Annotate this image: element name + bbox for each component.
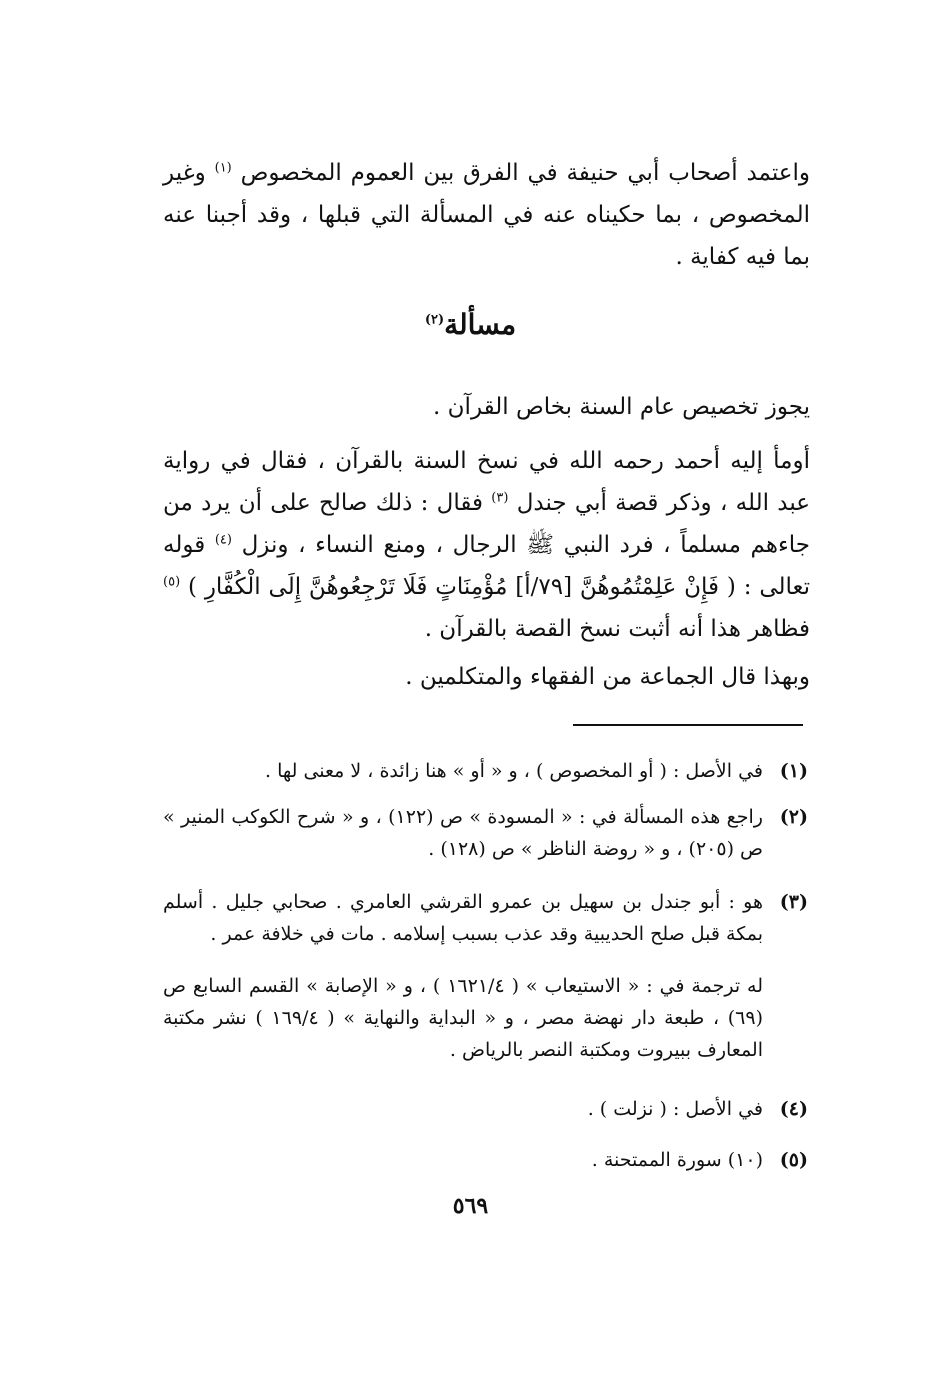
footnote-ref-4: (٤) <box>214 532 232 548</box>
footnote-4 <box>163 1093 808 1125</box>
footnote-5 <box>163 1144 808 1176</box>
section-heading <box>0 308 941 341</box>
quran-quote: ( فَإِنْ عَلِمْتُمُوهُنَّ [٧٩/أ] مُؤْمِنَاتٍ فَلَا تَرْجِعُوهُنَّ إِلَى الْكُفَّارِ ) <box>188 574 736 600</box>
section-heading-title: مسألة <box>444 308 517 341</box>
footnote-text: هو : أبو جندل بن سهيل بن عمرو القرشي العامري . صحابي جليل . أسلم بمكة قبل صلح الحديبية وقد عذب بسبب إسلامه . مات في خلافة عمر . <box>163 891 763 945</box>
page-number: ٥٦٩ <box>452 1193 489 1219</box>
footnote-text: له ترجمة في : « الاستيعاب » ( ١٦٢١/٤ ) ، و « الإصابة » القسم السابع ص (٦٩) ، طبعة دار نهضة مصر ، و « البداية والنهاية » ( ١٦٩/٤ ) نشر مكتبة المعارف ببيروت ومكتبة النصر بالرياض . <box>163 975 763 1061</box>
paragraph-intro <box>163 152 810 278</box>
footnote-text: في الأصل : ( أو المخصوص ) ، و « أو » هنا زائدة ، لا معنى لها . <box>264 760 763 782</box>
paragraph-intro-text-a: واعتمد أصحاب أبي حنيفة في الفرق بين العموم المخصوص <box>240 160 810 186</box>
paragraph-consensus: وبهذا قال الجماعة من الفقهاء والمتكلمين . <box>405 664 810 690</box>
paragraph-evidence <box>163 440 810 650</box>
footnote-number: (٥) <box>779 1149 808 1171</box>
footnote-ref-1: (١) <box>214 160 232 176</box>
footnote-text: راجع هذه المسألة في : « المسودة » ص (١٢٢) ، و « شرح الكوكب المنير » ص (٢٠٥) ، و « روضة الناظر » ص (١٢٨) . <box>163 806 763 860</box>
paragraph-evidence-text-b: فقال : ذلك صالح على أن يرد من جاءهم مسلماً ، فرد النبي ﷺ الرجال ، ومنع النساء ، ونزل <box>163 490 811 558</box>
footnote-ref-5: (٥) <box>163 574 181 590</box>
paragraph-intro-text-b: وغير المخصوص ، بما حكيناه عنه في المسألة التي قبلها ، وقد أجبنا عنه بما فيه كفاية . <box>163 160 810 270</box>
footnote-text: (١٠) سورة الممتحنة . <box>591 1149 763 1171</box>
footnote-number: (٤) <box>779 1098 808 1120</box>
footnote-ref-2: (٢) <box>424 312 445 328</box>
footnote-3-continuation <box>163 970 763 1066</box>
paragraph-evidence-text-d: فظاهر هذا أنه أثبت نسخ القصة بالقرآن . <box>424 616 810 642</box>
footnote-1 <box>163 755 808 787</box>
footnote-divider <box>573 724 803 726</box>
footnote-text: في الأصل : ( نزلت ) . <box>587 1098 763 1120</box>
footnote-2 <box>163 801 808 865</box>
footnote-ref-3: (٣) <box>491 490 509 506</box>
footnote-number: (٣) <box>779 891 808 913</box>
paragraph-rule: يجوز تخصيص عام السنة بخاص القرآن . <box>433 394 810 420</box>
paragraph-evidence-text-a: أومأ إليه أحمد رحمه الله في نسخ السنة بالقرآن ، فقال في رواية عبد الله ، وذكر قصة أبي جندل <box>163 448 810 516</box>
footnote-number: (٢) <box>779 806 808 828</box>
footnote-number: (١) <box>779 760 808 782</box>
paragraph-evidence-text-c: قوله تعالى : <box>163 532 811 600</box>
footnote-3 <box>163 886 808 950</box>
